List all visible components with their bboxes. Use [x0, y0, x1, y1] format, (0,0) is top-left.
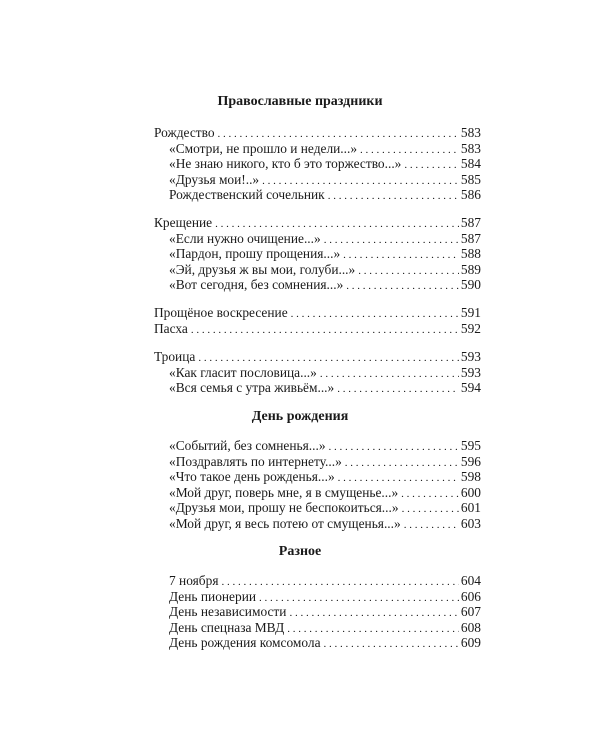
toc-entry-title: «Вся семья с утра живьём...»: [169, 380, 335, 396]
toc-entry[interactable]: [154, 262, 481, 278]
toc-entry[interactable]: [154, 604, 481, 620]
toc-entry-page: 604: [460, 573, 481, 588]
dot-leader: [328, 189, 459, 205]
toc-entry-page: 584: [460, 156, 481, 172]
toc-entry-title: Пасха: [154, 320, 188, 336]
toc-entry-title: День спецназа МВД: [169, 619, 285, 635]
dot-leader: [402, 502, 459, 518]
section-heading-miscellaneous: Разное: [278, 544, 322, 559]
toc-entry-page: 591: [460, 305, 481, 320]
toc-entry[interactable]: [154, 454, 481, 470]
toc-group-lent-easter: [154, 305, 481, 336]
toc-group-trinity: [154, 349, 481, 396]
toc-entry-page: 585: [460, 171, 481, 187]
toc-entry-title: «Мой друг, поверь мне, я в смущенье...»: [169, 484, 399, 500]
dot-leader: [337, 382, 459, 398]
toc-entry-page: 586: [460, 187, 481, 203]
dot-leader: [289, 606, 458, 622]
dot-leader: [329, 440, 459, 456]
toc-entry[interactable]: [154, 231, 481, 247]
toc-entry-title: День пионерии: [169, 588, 257, 604]
toc-group-misc: [154, 573, 481, 651]
toc-entry[interactable]: [154, 635, 481, 651]
dot-leader: [345, 456, 459, 472]
dot-leader: [291, 307, 459, 323]
toc-entry-page: 593: [460, 349, 481, 364]
dot-leader: [259, 591, 459, 607]
toc-entry[interactable]: [154, 321, 481, 337]
toc-entry[interactable]: [154, 246, 481, 262]
toc-entry-title: «Поздравлять по интернету...»: [169, 453, 342, 469]
toc-entry-page: 596: [460, 453, 481, 469]
toc-entry-title: «Смотри, не прошло и недели...»: [169, 140, 358, 156]
toc-entry-page: 609: [460, 635, 481, 651]
toc-group-birthday: [154, 438, 481, 532]
toc-entry-title: День рождения комсомола: [169, 635, 321, 651]
dot-leader: [320, 367, 459, 383]
toc-entry-title: Рождественский сочельник: [169, 187, 325, 203]
toc-entry-page: 587: [460, 230, 481, 246]
dot-leader: [324, 233, 459, 249]
toc-entry[interactable]: [154, 573, 481, 589]
toc-entry[interactable]: [154, 469, 481, 485]
toc-entry-title: «Если нужно очищение...»: [169, 230, 321, 246]
section-heading-orthodox-holidays: Православные праздники: [217, 94, 383, 109]
toc-entry-page: 588: [460, 246, 481, 262]
toc-entry-page: 607: [460, 604, 481, 620]
toc-entry-title: «Вот сегодня, без сомнения...»: [169, 277, 344, 293]
toc-entry-page: 608: [460, 619, 481, 635]
toc-entry[interactable]: [154, 125, 481, 141]
toc-entry[interactable]: [154, 500, 481, 516]
toc-entry[interactable]: [154, 349, 481, 365]
toc-entry[interactable]: [154, 516, 481, 532]
section-heading-birthday: День рождения: [251, 409, 349, 424]
toc-entry[interactable]: [154, 589, 481, 605]
toc-entry-page: 583: [460, 125, 481, 140]
toc-entry-title: День независимости: [169, 604, 287, 620]
toc-entry-title: Троица: [154, 349, 196, 364]
toc-entry-title: «Как гласит пословица...»: [169, 364, 317, 380]
toc-entry-title: 7 ноября: [169, 573, 219, 588]
toc-entry-title: «Друзья мои!..»: [169, 171, 260, 187]
toc-entry[interactable]: [154, 156, 481, 172]
toc-entry[interactable]: [154, 187, 481, 203]
toc-entry[interactable]: [154, 172, 481, 188]
dot-leader: [343, 248, 459, 264]
toc-entry-page: 606: [460, 588, 481, 604]
toc-entry[interactable]: [154, 380, 481, 396]
dot-leader: [404, 158, 459, 174]
toc-group-epiphany: [154, 215, 481, 293]
toc-entry-title: «Пардон, прошу прощения...»: [169, 246, 341, 262]
toc-entry-page: 593: [460, 364, 481, 380]
toc-entry-page: 598: [460, 469, 481, 485]
toc-entry-page: 601: [460, 500, 481, 516]
toc-entry-page: 589: [460, 261, 481, 277]
dot-leader: [221, 575, 458, 591]
toc-entry-page: 603: [460, 515, 481, 531]
toc-entry-title: «Что такое день рожденья...»: [169, 469, 335, 485]
toc-entry-title: «Не знаю никого, кто б это торжество...»: [169, 156, 402, 172]
dot-leader: [346, 279, 459, 295]
toc-entry-title: «Друзья мои, прошу не беспокоиться...»: [169, 500, 399, 516]
toc-entry[interactable]: [154, 141, 481, 157]
toc-entry[interactable]: [154, 438, 481, 454]
dot-leader: [191, 323, 459, 339]
toc-entry[interactable]: [154, 365, 481, 381]
toc-entry-title: «Эй, друзья ж вы мои, голуби...»: [169, 261, 356, 277]
toc-entry-page: 595: [460, 438, 481, 453]
toc-entry-page: 587: [460, 215, 481, 230]
toc-entry-page: 592: [460, 320, 481, 336]
toc-entry[interactable]: [154, 215, 481, 231]
toc-entry-title: «Событий, без сомненья...»: [169, 438, 326, 453]
toc-entry[interactable]: [154, 305, 481, 321]
toc-entry[interactable]: [154, 620, 481, 636]
toc-entry[interactable]: [154, 485, 481, 501]
toc-entry-title: Прощёное воскресение: [154, 305, 288, 320]
dot-leader: [401, 487, 459, 503]
toc-group-christmas: [154, 125, 481, 203]
toc-entry-title: «Мой друг, я весь потею от смущенья...»: [169, 515, 401, 531]
toc-entry-page: 583: [460, 140, 481, 156]
toc-entry-page: 590: [460, 277, 481, 293]
toc-entry-page: 600: [460, 484, 481, 500]
toc-entry-page: 594: [460, 380, 481, 396]
dot-leader: [404, 518, 459, 534]
toc-entry-title: Рождество: [154, 125, 215, 140]
toc-entry[interactable]: [154, 277, 481, 293]
dot-leader: [358, 264, 459, 280]
toc-entry-title: Крещение: [154, 215, 213, 230]
dot-leader: [324, 637, 459, 653]
